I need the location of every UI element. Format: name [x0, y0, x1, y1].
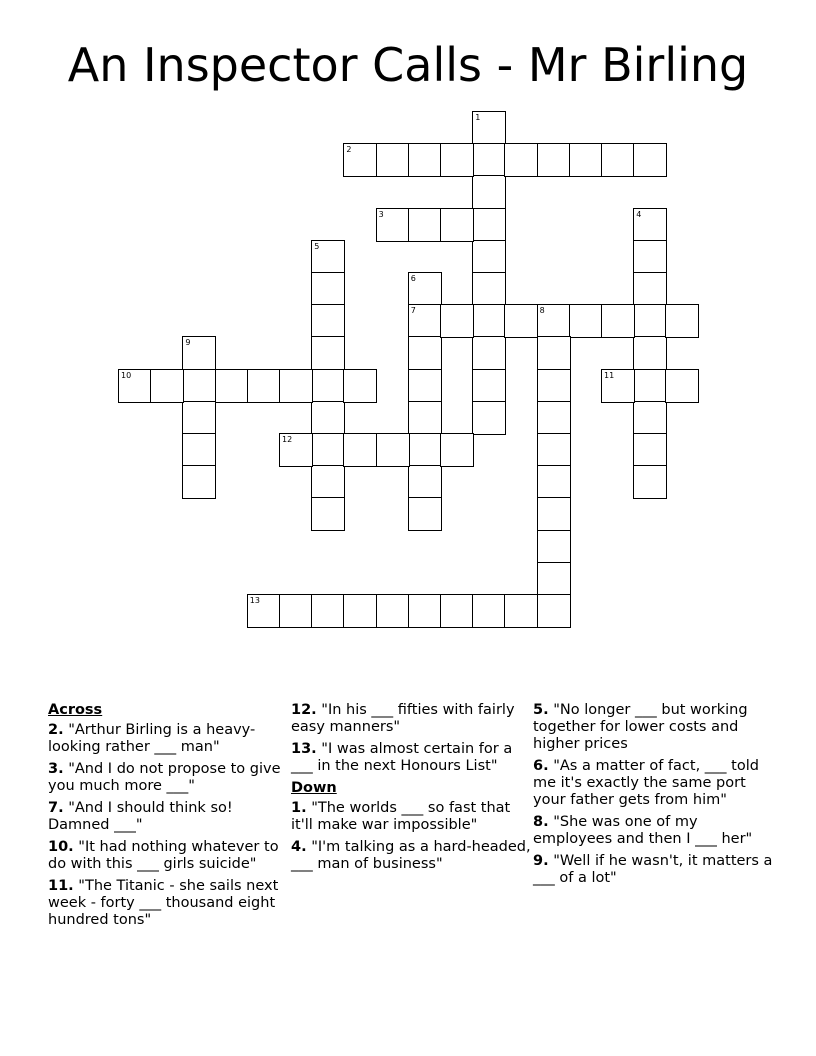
clue-number: 6.	[533, 758, 549, 774]
page-title: An Inspector Calls - Mr Birling	[67, 38, 749, 92]
crossword-cell[interactable]	[633, 240, 667, 274]
clue-down-1	[291, 800, 531, 834]
crossword-cell[interactable]	[408, 208, 442, 242]
crossword-cell[interactable]	[472, 272, 506, 306]
crossword-cell[interactable]	[247, 369, 281, 403]
crossword-cell[interactable]	[472, 401, 506, 435]
clue-down-8	[533, 814, 778, 848]
clues-column-2	[291, 702, 531, 878]
crossword-cell[interactable]	[182, 465, 216, 499]
crossword-cell[interactable]	[472, 336, 506, 370]
crossword-cell[interactable]	[408, 304, 442, 338]
clue-number: 8.	[533, 814, 549, 830]
clue-text: "As a matter of fact, ___ told me it's exactly the same port your father gets from him"	[533, 758, 759, 808]
clue-number-label: 2	[346, 145, 352, 155]
down-heading: Down	[291, 780, 337, 796]
crossword-cell[interactable]	[472, 208, 506, 242]
crossword-cell[interactable]	[408, 336, 442, 370]
clue-number: 5.	[533, 702, 549, 718]
crossword-cell[interactable]	[472, 369, 506, 403]
crossword-cell[interactable]	[440, 208, 474, 242]
crossword-cell[interactable]	[182, 336, 216, 370]
clue-number-label: 4	[636, 209, 642, 219]
clue-down-6	[533, 758, 778, 809]
clue-text: "I'm talking as a hard-headed, ___ man of business"	[291, 839, 531, 872]
clue-number: 3.	[48, 761, 64, 777]
crossword-cell[interactable]	[472, 175, 506, 209]
crossword-cell[interactable]	[665, 304, 699, 338]
clue-across-11	[48, 878, 288, 929]
crossword-cell[interactable]	[408, 401, 442, 435]
crossword-cell[interactable]	[633, 433, 667, 467]
crossword-cell[interactable]	[537, 304, 571, 338]
clue-number: 12.	[291, 702, 317, 718]
clue-number: 1.	[291, 800, 307, 816]
crossword-cell[interactable]	[408, 143, 442, 177]
crossword-cell[interactable]	[633, 272, 667, 306]
clue-text: "She was one of my employees and then I ___ her"	[533, 814, 753, 847]
crossword-cell[interactable]	[537, 562, 571, 596]
crossword-cell[interactable]	[311, 433, 345, 467]
crossword-cell[interactable]	[665, 369, 699, 403]
crossword-cell[interactable]	[279, 433, 313, 467]
crossword-cell[interactable]	[343, 433, 377, 467]
crossword-cell[interactable]	[601, 369, 635, 403]
clue-number: 13.	[291, 741, 317, 757]
crossword-cell[interactable]	[537, 401, 571, 435]
clue-across-12	[291, 702, 531, 736]
crossword-cell[interactable]	[569, 143, 603, 177]
clue-down-5	[533, 702, 778, 753]
crossword-cell[interactable]	[537, 465, 571, 499]
clue-number-label: 3	[378, 209, 384, 219]
crossword-cell[interactable]	[601, 143, 635, 177]
crossword-cell[interactable]	[537, 143, 571, 177]
across-heading: Across	[48, 702, 103, 718]
clue-number: 2.	[48, 722, 64, 738]
crossword-cell[interactable]	[343, 369, 377, 403]
clue-text: "And I do not propose to give you much more ___"	[48, 761, 281, 794]
crossword-cell[interactable]	[311, 240, 345, 274]
crossword-cell[interactable]	[440, 594, 474, 628]
crossword-cell[interactable]	[504, 143, 538, 177]
clue-number: 11.	[48, 878, 74, 894]
clue-number-label: 5	[314, 241, 320, 251]
crossword-cell[interactable]	[311, 465, 345, 499]
crossword-cell[interactable]	[537, 530, 571, 564]
clue-text: "It had nothing whatever to do with this ___ girls suicide"	[48, 839, 279, 872]
crossword-cell[interactable]	[311, 304, 345, 338]
crossword-cell[interactable]	[440, 433, 474, 467]
crossword-cell[interactable]	[408, 594, 442, 628]
crossword-cell[interactable]	[633, 336, 667, 370]
crossword-cell[interactable]	[472, 594, 506, 628]
clue-number-label: 12	[282, 435, 293, 444]
crossword-cell[interactable]	[182, 369, 216, 403]
crossword-cell[interactable]	[118, 369, 152, 403]
clue-down-4	[291, 839, 531, 873]
clue-number-label: 9	[185, 338, 191, 348]
crossword-cell[interactable]	[633, 143, 667, 177]
crossword-cell[interactable]	[504, 304, 538, 338]
clue-number-label: 11	[604, 370, 615, 380]
clue-number-label: 6	[410, 274, 416, 283]
crossword-cell[interactable]	[472, 143, 506, 177]
clue-down-9	[533, 853, 778, 887]
crossword-cell[interactable]	[537, 369, 571, 403]
clue-across-10	[48, 839, 288, 873]
crossword-cell[interactable]	[182, 433, 216, 467]
crossword-cell[interactable]	[247, 594, 281, 628]
clue-text: "I was almost certain for a ___ in the next Honours List"	[291, 741, 513, 774]
crossword-cell[interactable]	[408, 272, 442, 306]
clue-text: "Arthur Birling is a heavy-looking rather ___ man"	[48, 722, 256, 755]
clue-number-label: 7	[410, 306, 416, 316]
crossword-cell[interactable]	[504, 594, 538, 628]
crossword-cell[interactable]	[343, 143, 377, 177]
crossword-cell[interactable]	[408, 497, 442, 531]
crossword-cell[interactable]	[633, 369, 667, 403]
crossword-cell[interactable]	[376, 433, 410, 467]
crossword-cell[interactable]	[311, 594, 345, 628]
crossword-cell[interactable]	[472, 111, 506, 145]
crossword-cell[interactable]	[343, 594, 377, 628]
clues-column-1	[48, 702, 288, 934]
crossword-cell[interactable]	[601, 304, 635, 338]
clue-across-3	[48, 761, 288, 795]
crossword-cell[interactable]	[633, 208, 667, 242]
clue-across-2	[48, 722, 288, 756]
crossword-cell[interactable]	[440, 143, 474, 177]
crossword-cell[interactable]	[633, 465, 667, 499]
crossword-cell[interactable]	[408, 433, 442, 467]
crossword-cell[interactable]	[279, 369, 313, 403]
clue-across-7	[48, 800, 288, 834]
clue-number: 10.	[48, 839, 74, 855]
crossword-cell[interactable]	[408, 369, 442, 403]
crossword-cell[interactable]	[311, 497, 345, 531]
clue-number-label: 10	[121, 370, 132, 380]
crossword-cell[interactable]	[472, 240, 506, 274]
crossword-cell[interactable]	[440, 304, 474, 338]
clue-text: "And I should think so! Damned ___"	[48, 800, 233, 833]
clue-number: 9.	[533, 853, 549, 869]
crossword-cell[interactable]	[537, 433, 571, 467]
clue-number-label: 13	[249, 596, 260, 605]
crossword-cell[interactable]	[537, 497, 571, 531]
clue-across-13	[291, 741, 531, 775]
crossword-cell[interactable]	[537, 594, 571, 628]
crossword-cell[interactable]	[537, 336, 571, 370]
crossword-cell[interactable]	[182, 401, 216, 435]
crossword-cell[interactable]	[472, 304, 506, 338]
crossword-cell[interactable]	[311, 401, 345, 435]
crossword-cell[interactable]	[150, 369, 184, 403]
clue-number-label: 1	[475, 113, 481, 122]
clue-text: "The Titanic - she sails next week - forty ___ thousand eight hundred tons"	[48, 878, 279, 928]
crossword-cell[interactable]	[408, 465, 442, 499]
clue-text: "No longer ___ but working together for lower costs and higher prices	[533, 702, 748, 752]
crossword-cell[interactable]	[215, 369, 249, 403]
clue-text: "The worlds ___ so fast that it'll make war impossible"	[291, 800, 511, 833]
crossword-cell[interactable]	[311, 336, 345, 370]
clue-number: 7.	[48, 800, 64, 816]
crossword-cell[interactable]	[633, 304, 667, 338]
clue-text: "Well if he wasn't, it matters a ___ of a lot"	[533, 853, 773, 886]
crossword-cell[interactable]	[569, 304, 603, 338]
clue-text: "In his ___ fifties with fairly easy manners"	[291, 702, 515, 735]
crossword-cell[interactable]	[311, 369, 345, 403]
crossword-cell[interactable]	[633, 401, 667, 435]
clue-number: 4.	[291, 839, 307, 855]
crossword-cell[interactable]	[376, 594, 410, 628]
crossword-cell[interactable]	[279, 594, 313, 628]
crossword-cell[interactable]	[376, 143, 410, 177]
crossword-cell[interactable]	[376, 208, 410, 242]
clues-column-3	[533, 702, 778, 892]
clue-number-label: 8	[539, 306, 545, 316]
crossword-cell[interactable]	[311, 272, 345, 306]
